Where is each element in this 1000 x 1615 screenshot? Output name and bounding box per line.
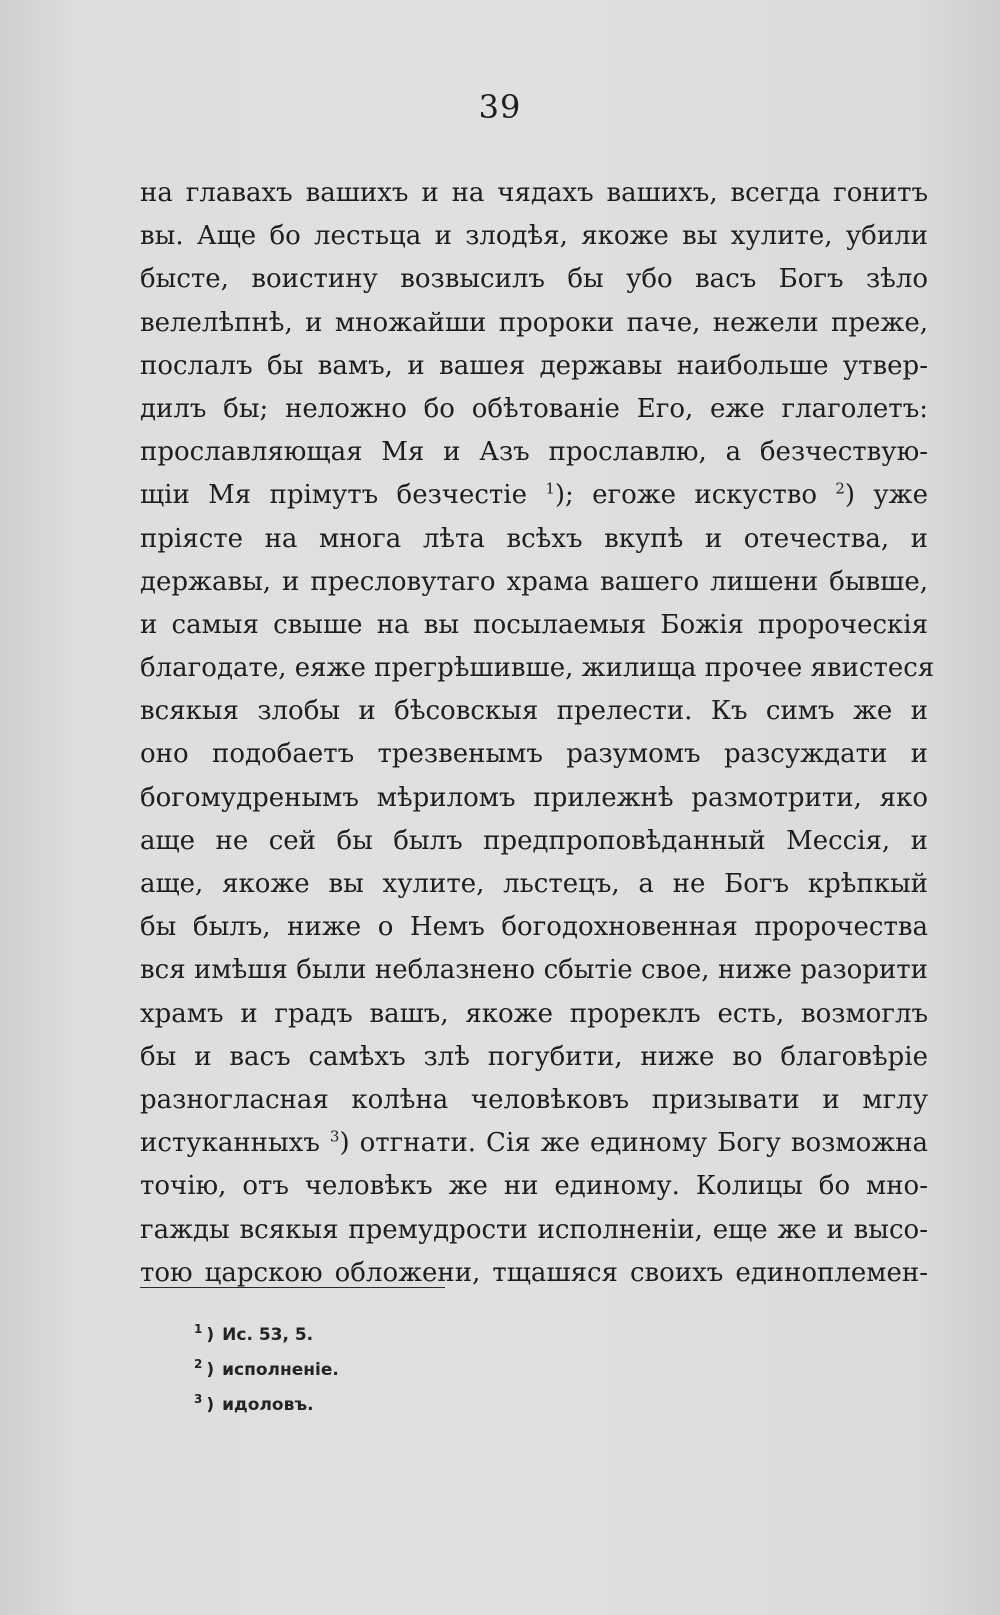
footnote-reference: 3 xyxy=(329,1127,340,1146)
text-segment: ); егоже искуство xyxy=(554,480,836,511)
footnote-mark: 3 xyxy=(194,1392,203,1407)
page-number: 39 xyxy=(478,88,522,126)
text-line: аще, якоже вы хулите, льстецъ, а не Богъ крѣпкый xyxy=(140,869,928,899)
footnote-mark: 2 xyxy=(194,1357,203,1372)
text-line: разногласная колѣна человѣковъ призывати и мглу xyxy=(140,1084,928,1115)
footnote-item xyxy=(194,1318,339,1353)
text-line: точію, отъ человѣкъ же ни единому. Колицы бо мно- xyxy=(140,1171,928,1202)
text-line: благодате, еяже прегрѣшивше, жилища прочее явистеся xyxy=(140,653,935,684)
footnote-text: Ис. 53, 5. xyxy=(222,1325,314,1345)
text-segment: щіи Мя прімутъ безчестіе xyxy=(140,480,546,511)
footnote-item xyxy=(194,1353,339,1388)
text-line: богомудренымъ мѣриломъ прилежнѣ размотрити, яко xyxy=(140,782,928,813)
text-line: державы, и пресловутаго храма вашего лишени бывше, xyxy=(140,566,928,597)
footnote-text: идоловъ. xyxy=(222,1395,314,1415)
text-line: и самыя свыше на вы посылаемыя Божія пророческія xyxy=(140,609,928,640)
text-line: прославляющая Мя и Азъ прославлю, а безчествую- xyxy=(140,437,928,468)
text-line: вы. Аще бо лестьца и злодѣя, якоже вы хулите, убили xyxy=(140,221,928,252)
text-line: вся имѣшя были неблазнено сбытіе свое, ниже разорити xyxy=(140,955,928,986)
text-line: аще не сей бы былъ предпроповѣданный Мессія, и xyxy=(140,825,928,856)
text-line: тою царскою обложени, тщашяся своихъ единоплемен- xyxy=(140,1257,928,1288)
text-line: бы былъ, ниже о Немъ богодохновенная пророчества xyxy=(140,912,928,943)
text-line: послалъ бы вамъ, и вашея державы наибольше утвер- xyxy=(140,350,928,381)
text-line: на главахъ вашихъ и на чядахъ вашихъ, всегда гонитъ xyxy=(140,178,928,208)
footnote-item xyxy=(194,1388,339,1423)
footnote-text: исполненіе. xyxy=(222,1360,339,1380)
footnote-paren: ) xyxy=(206,1325,215,1345)
text-segment: ) уже xyxy=(844,480,928,511)
text-line: бы и васъ самѣхъ злѣ погубити, ниже во благовѣріе xyxy=(140,1041,928,1072)
text-line: гажды всякыя премудрости исполненіи, еще же и высо- xyxy=(140,1214,928,1245)
text-line: дилъ бы; неложно бо обѣтованіе Его, еже глаголетъ: xyxy=(140,393,928,424)
text-segment: ) отгнати. Сія же единому Богу возможна xyxy=(339,1128,928,1159)
text-line: храмъ и градъ вашъ, якоже прореклъ есть, возмоглъ xyxy=(140,998,928,1029)
footnote-divider xyxy=(140,1287,445,1288)
footnote-reference: 2 xyxy=(835,479,845,498)
text-segment: истуканныхъ xyxy=(140,1128,330,1159)
text-line: пріясте на многа лѣта всѣхъ вкупѣ и отечества, и xyxy=(140,523,928,554)
text-line: бысте, воистину возвысилъ бы убо васъ Богъ зѣло xyxy=(140,264,928,295)
footnote-reference: 1 xyxy=(545,479,555,498)
text-line: всякыя злобы и бѣсовскыя прелести. Къ симъ же и xyxy=(140,696,928,727)
text-line: велелѣпнѣ, и множайши пророки паче, нежели преже, xyxy=(140,307,928,338)
footnotes xyxy=(194,1318,339,1423)
text-line-with-footnote-refs xyxy=(140,474,928,517)
footnote-paren: ) xyxy=(206,1360,215,1380)
text-line: оно подобаетъ трезвенымъ разумомъ разсуждати и xyxy=(140,739,928,770)
main-text xyxy=(140,172,935,1295)
footnote-paren: ) xyxy=(206,1395,215,1415)
footnote-mark: 1 xyxy=(194,1322,203,1337)
text-line-with-footnote-ref xyxy=(140,1122,928,1165)
